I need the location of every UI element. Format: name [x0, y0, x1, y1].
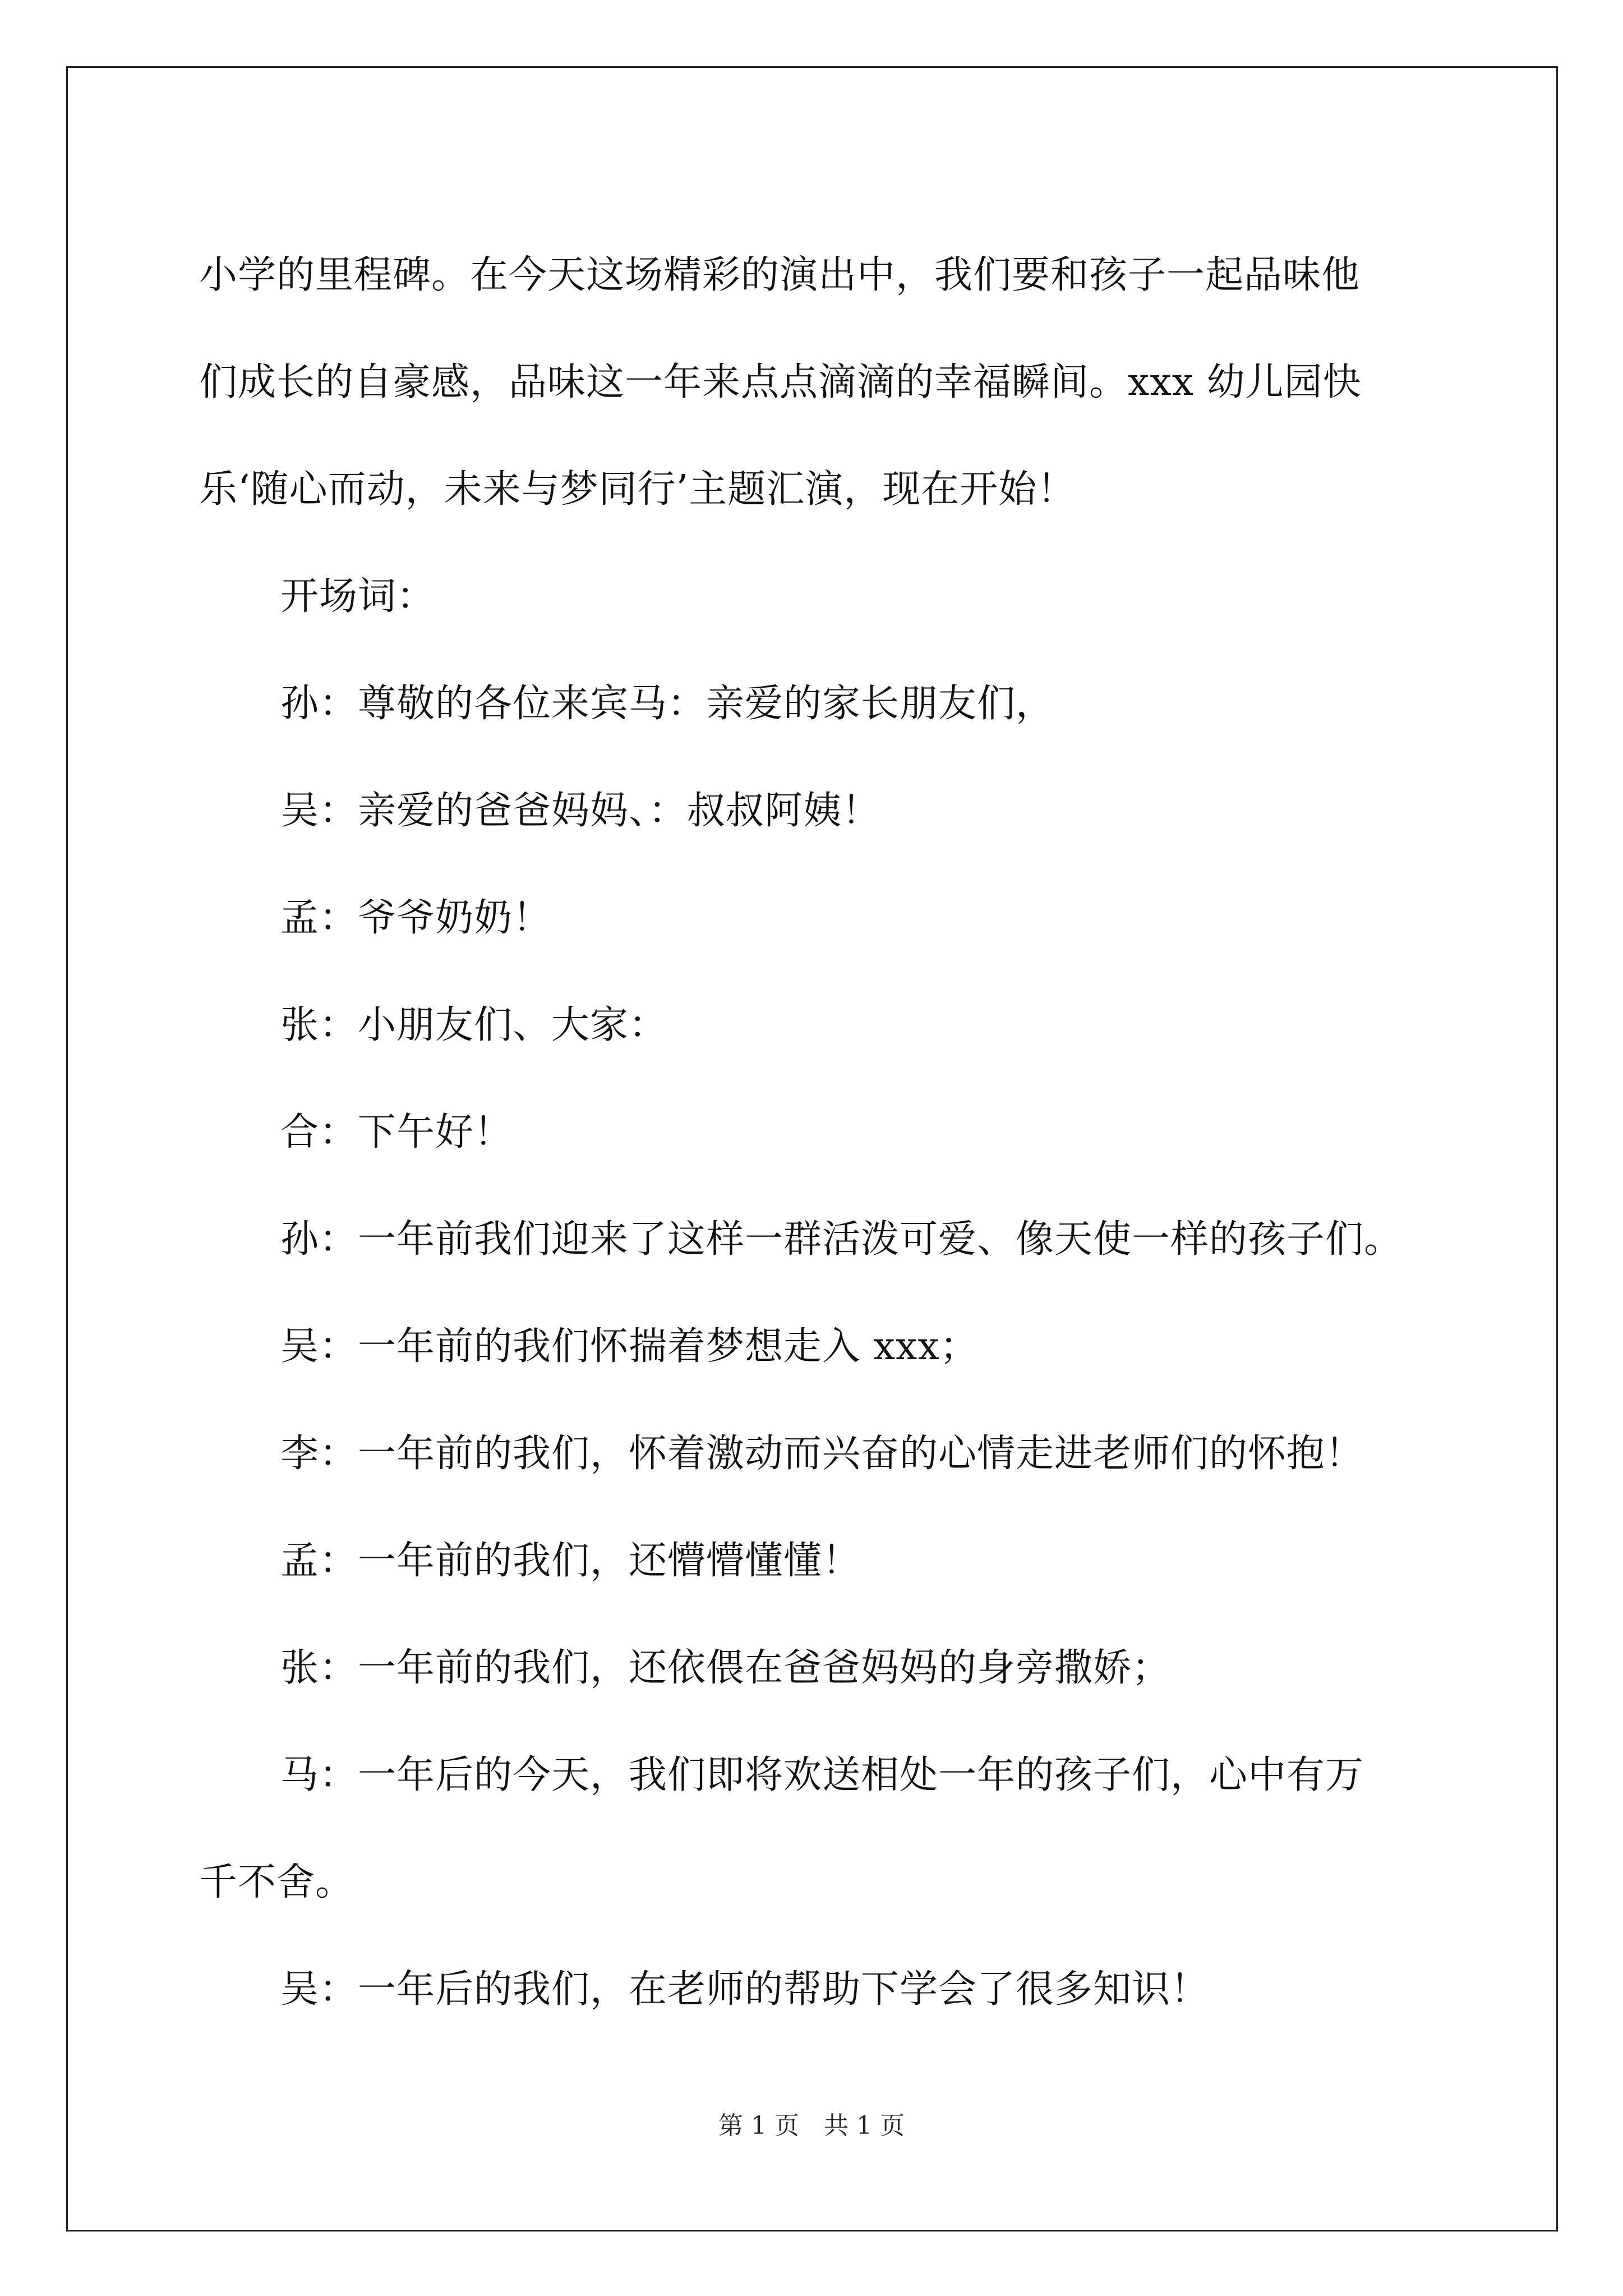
paragraph-1: 小学的里程碑。在今天这场精彩的演出中，我们要和孩子一起品味他 — [199, 253, 1361, 297]
dialogue-line-wu-2: 吴：一年前的我们怀揣着梦想走入 xxx； — [280, 1324, 979, 1369]
paragraph-3: 乐‘随心而动，未来与梦同行’主题汇演，现在开始！ — [199, 467, 1076, 512]
dialogue-line-zhang-2: 张：一年前的我们，还依偎在爸爸妈妈的身旁撒娇； — [280, 1646, 1171, 1690]
page-number-footer: 第 1 页 共 1 页 — [718, 2111, 905, 2140]
paragraph-2: 们成长的自豪感，品味这一年来点点滴滴的幸福瞬间。xxx 幼儿园快 — [199, 360, 1362, 404]
dialogue-line-ma-1-continued: 千不舍。 — [199, 1860, 354, 1904]
dialogue-line-sun-2: 孙：一年前我们迎来了这样一群活泼可爱、像天使一样的孩子们。 — [280, 1217, 1403, 1262]
dialogue-line-li-1: 李：一年前的我们，怀着激动而兴奋的心情走进老师们的怀抱！ — [280, 1432, 1364, 1476]
dialogue-line-meng-1: 孟：爷爷奶奶！ — [280, 896, 552, 940]
document-body — [199, 222, 1467, 2043]
dialogue-line-all: 合：下午好！ — [280, 1110, 513, 1154]
dialogue-line-wu-1: 吴：亲爱的爸爸妈妈、：叔叔阿姨！ — [280, 789, 881, 833]
dialogue-line-zhang-1: 张：小朋友们、大家： — [280, 1003, 668, 1047]
dialogue-line-wu-3: 吴：一年后的我们，在老师的帮助下学会了很多知识！ — [280, 1967, 1210, 2012]
section-heading-opening: 开场词： — [280, 574, 436, 619]
dialogue-line-sun-1: 孙：尊敬的各位来宾马：亲爱的家长朋友们， — [280, 682, 1055, 726]
dialogue-line-meng-2: 孟：一年前的我们，还懵懵懂懂！ — [280, 1539, 861, 1583]
dialogue-line-ma-1: 马：一年后的今天，我们即将欢送相处一年的孩子们，心中有万 — [280, 1753, 1364, 1797]
